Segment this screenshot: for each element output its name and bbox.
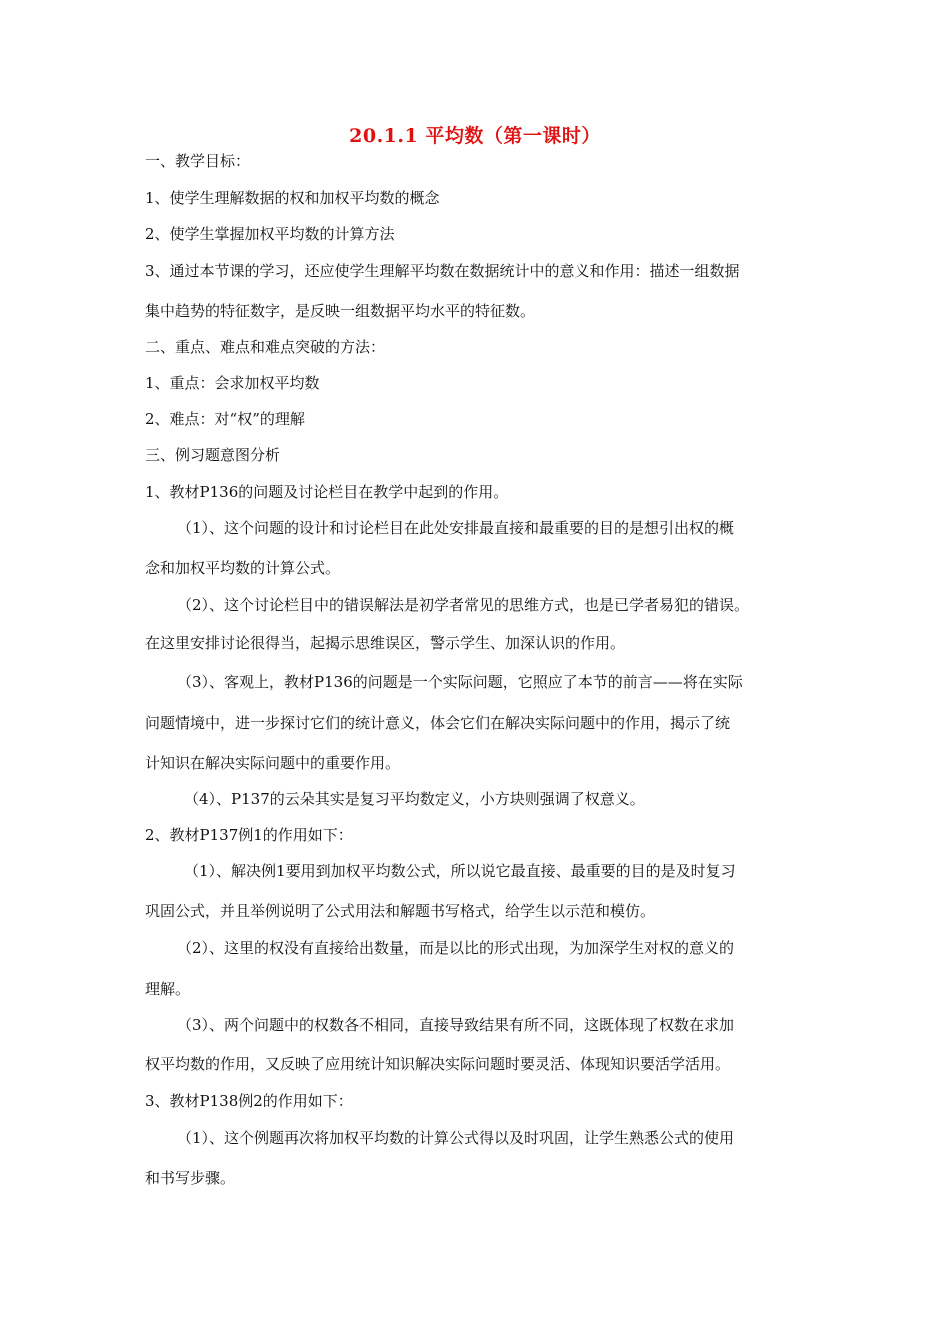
paragraph-line: （1）、这个例题再次将加权平均数的计算公式得以及时巩固，让学生熟悉公式的使用 <box>177 1129 735 1147</box>
paragraph-line: （1）、这个问题的设计和讨论栏目在此处安排最直接和最重要的目的是想引出权的概 <box>177 519 735 537</box>
paragraph-line: （1）、解决例1要用到加权平均数公式，所以说它最直接、最重要的目的是及时复习 <box>184 862 736 880</box>
paragraph-line: （3）、两个问题中的权数各不相同，直接导致结果有所不同，这既体现了权数在求加 <box>177 1016 735 1034</box>
paragraph-line: （2）、这个讨论栏目中的错误解法是初学者常见的思维方式，也是已学者易犯的错误。 <box>177 596 750 614</box>
section-heading: 三、例习题意图分析 <box>145 446 281 464</box>
paragraph-line: 1、教材P136的问题及讨论栏目在教学中起到的作用。 <box>145 483 509 501</box>
paragraph-line: 权平均数的作用，又反映了应用统计知识解决实际问题时要灵活、体现知识要活学活用。 <box>145 1055 731 1073</box>
paragraph-line: 计知识在解决实际问题中的重要作用。 <box>145 754 401 772</box>
section-heading: 二、重点、难点和难点突破的方法： <box>145 338 386 356</box>
paragraph-line: 1、使学生理解数据的权和加权平均数的概念 <box>145 189 440 207</box>
paragraph-line: 2、难点：对“权”的理解 <box>145 410 305 428</box>
paragraph-line: （2）、这里的权没有直接给出数量，而是以比的形式出现，为加深学生对权的意义的 <box>177 939 735 957</box>
paragraph-line: 1、重点：会求加权平均数 <box>145 374 320 392</box>
paragraph-line: 2、使学生掌握加权平均数的计算方法 <box>145 225 395 243</box>
paragraph-line: 2、教材P137例1的作用如下： <box>145 826 353 844</box>
section-heading: 一、教学目标： <box>145 152 251 170</box>
paragraph-line: （3）、客观上，教材P136的问题是一个实际问题，它照应了本节的前言——将在实际 <box>177 673 743 691</box>
paragraph-line: 巩固公式，并且举例说明了公式用法和解题书写格式，给学生以示范和模仿。 <box>145 902 656 920</box>
paragraph-line: 问题情境中，进一步探讨它们的统计意义，体会它们在解决实际问题中的作用，揭示了统 <box>145 714 731 732</box>
paragraph-line: 理解。 <box>145 980 191 998</box>
document-title: 20.1.1 平均数（第一课时） <box>349 125 601 147</box>
paragraph-line: 在这里安排讨论很得当，起揭示思维误区，警示学生、加深认识的作用。 <box>145 634 626 652</box>
paragraph-line: 集中趋势的特征数字，是反映一组数据平均水平的特征数。 <box>145 302 536 320</box>
paragraph-line: 3、通过本节课的学习，还应使学生理解平均数在数据统计中的意义和作用：描述一组数据 <box>145 262 740 280</box>
paragraph-line: 念和加权平均数的计算公式。 <box>145 559 341 577</box>
paragraph-line: 和书写步骤。 <box>145 1169 236 1187</box>
paragraph-line: 3、教材P138例2的作用如下： <box>145 1092 353 1110</box>
paragraph-line: （4）、P137的云朵其实是复习平均数定义，小方块则强调了权意义。 <box>184 790 645 808</box>
